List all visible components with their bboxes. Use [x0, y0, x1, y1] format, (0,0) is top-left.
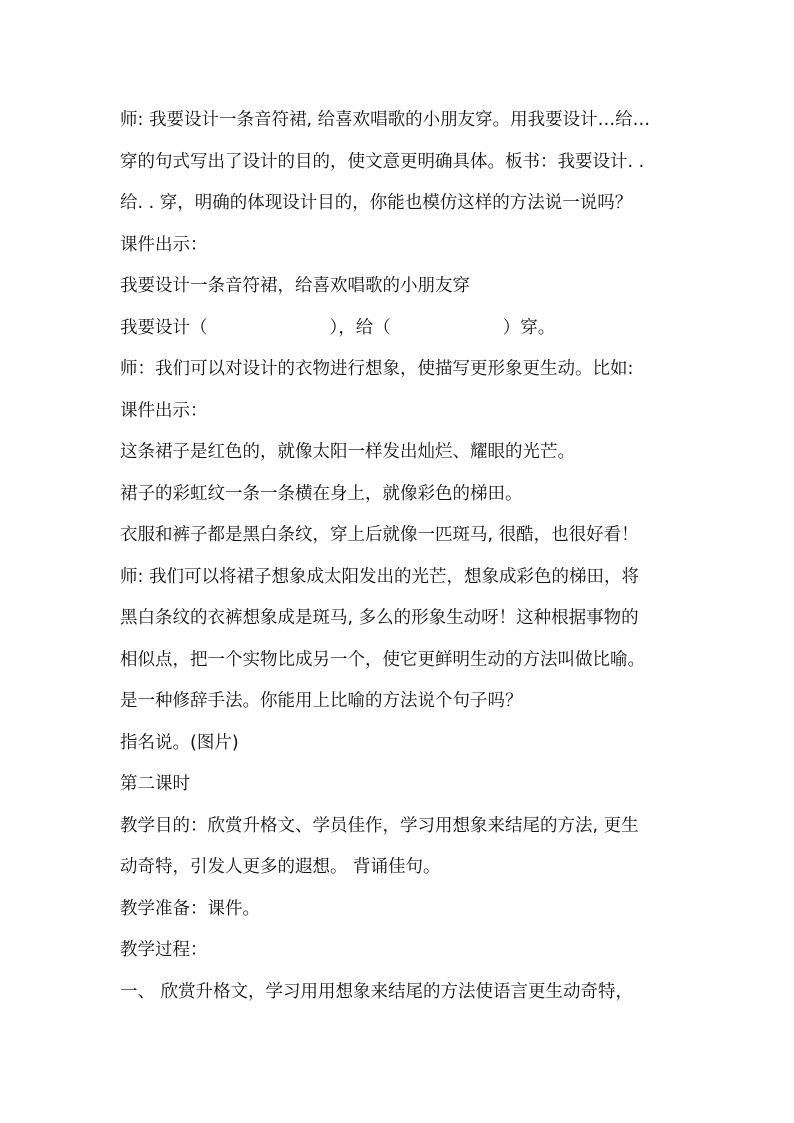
- text-line: 师: 我们可以将裙子想象成太阳发出的光芒，想象成彩色的梯田，将: [120, 566, 639, 587]
- fill-in-part-3: ）穿。: [502, 317, 556, 338]
- text-line: 课件出示：: [120, 400, 208, 421]
- fill-in-part-1: 我要设计（: [120, 317, 208, 338]
- text-line: 师：我们可以对设计的衣物进行想象，使描写更形象更生动。比如:: [120, 359, 634, 379]
- text-line: 裙子的彩虹纹一条一条横在身上，就像彩色的梯田。: [120, 483, 523, 504]
- text-line: 这条裙子是红色的，就像太阳一样发出灿烂、耀眼的光芒。: [120, 442, 575, 462]
- fill-in-part-2: ），给（: [329, 317, 391, 338]
- text-line: 衣服和裤子都是黑白条纹，穿上后就像一匹斑马, 很酷，也很好看！: [120, 525, 639, 545]
- text-line: 师: 我要设计一条音符裙, 给喜欢唱歌的小朋友穿。用我要设计…给…: [120, 110, 651, 130]
- text-line: 课件出示：: [120, 234, 208, 255]
- text-line: 我要设计一条音符裙，给喜欢唱歌的小朋友穿: [120, 276, 470, 296]
- text-line: 穿的句式写出了设计的目的，使文意更明确具体。板书：我要设计. .: [120, 151, 645, 172]
- text-line: 教学目的：欣赏升格文、学员佳作，学习用想象来结尾的方法, 更生: [120, 815, 639, 836]
- document-body: [120, 100, 680, 1013]
- text-line: 相似点，把一个实物比成另一个，使它更鲜明生动的方法叫做比喻。: [120, 649, 645, 670]
- text-line: 黑白条纹的衣裤想象成是斑马, 多么的形象生动呀！这种根据事物的: [120, 608, 639, 628]
- text-line: 指名说。(图片): [120, 732, 239, 753]
- text-line: 是一种修辞手法。你能用上比喻的方法说个句子吗？: [120, 691, 523, 711]
- text-line: 一、 欣赏升格文，学习用用想象来结尾的方法使语言更生动奇特，: [120, 981, 634, 1002]
- text-line: 教学过程：: [120, 940, 208, 960]
- text-line: 给. . 穿，明确的体现设计目的，你能也模仿这样的方法说一说吗？: [120, 193, 633, 213]
- fill-in-sentence: [120, 308, 680, 350]
- text-line: 动奇特，引发人更多的遐想。 背诵佳句。: [120, 857, 441, 877]
- section-heading: 第二课时: [120, 774, 190, 794]
- text-line: 教学准备：课件。: [120, 898, 260, 919]
